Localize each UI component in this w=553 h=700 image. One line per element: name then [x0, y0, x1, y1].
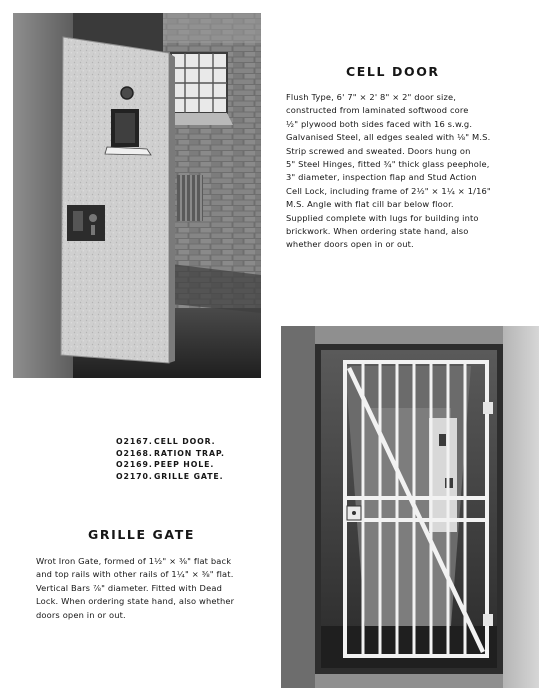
catalogue-label: CELL DOOR.: [154, 437, 216, 446]
grille-gate-description: [36, 555, 276, 622]
cell-door-line: 5" Steel Hinges, fitted ¾" thick glass peephole,: [286, 159, 490, 170]
cell-door-line: brickwork. When ordering state hand, also: [286, 226, 469, 237]
cell-door-line: Strip screwed and sweated. Doors hung on: [286, 145, 471, 156]
catalogue-label: PEEP HOLE.: [154, 460, 215, 470]
cell-door-leaf: [61, 37, 175, 363]
cell-door-line: constructed from laminated softwood core: [286, 105, 469, 116]
grille-gate-line: Vertical Bars ⅞" diameter. Fitted with Dead: [36, 582, 222, 593]
catalogue-code: O2169.: [116, 460, 153, 470]
catalogue-item: [116, 471, 225, 483]
peephole: [121, 87, 133, 99]
catalogue-list: [116, 436, 225, 482]
grille-gate-line: doors open in or out.: [36, 609, 126, 620]
cell-door-line: Flush Type, 6' 7" × 2' 8" × 2" door size,: [286, 92, 456, 102]
grille-gate-line: Wrot Iron Gate, formed of 1½" × ⅜" flat back: [36, 556, 232, 566]
cell-lock: [67, 205, 105, 241]
cell-door-line: Supplied complete with lugs for building into: [286, 212, 479, 223]
cell-door-description: [286, 91, 536, 252]
catalogue-item: [116, 448, 225, 460]
catalogue-code: O2167.: [116, 437, 153, 446]
catalogue-item: [116, 459, 225, 471]
hinge: [483, 614, 493, 626]
radiator: [177, 175, 203, 221]
cell-door-line: M.S. Angle with flat cill bar below floor.: [286, 199, 454, 210]
catalogue-label: RATION TRAP.: [154, 448, 225, 458]
cell-door-line: 3" diameter, inspection flap and Stud Action: [286, 172, 477, 183]
grille-gate-photo: [281, 326, 539, 688]
grille-gate-line: and top rails with other rails of 1¼" × ⅜" flat.: [36, 569, 234, 580]
cell-door-title: CELL DOOR: [346, 64, 440, 79]
cell-door-line: whether doors open in or out.: [286, 239, 414, 250]
grille-gate-line: Lock. When ordering state hand, also whether: [36, 596, 235, 607]
cell-door-line: Galvanised Steel, all edges sealed with ⅛" M.S.: [286, 132, 491, 143]
grille-gate-title: GRILLE GATE: [88, 527, 195, 542]
catalogue-code: O2168.: [116, 448, 153, 458]
cell-door-photo: [13, 13, 261, 378]
cell-door-line: Cell Lock, including frame of 2½" × 1¼ × 1/16": [286, 185, 491, 196]
window: [165, 53, 233, 125]
cell-door-line: ½" plywood both sides faced with 16 s.w.g.: [286, 118, 473, 129]
catalogue-label: GRILLE GATE.: [154, 471, 224, 481]
hinge: [483, 402, 493, 414]
catalogue-item: [116, 436, 225, 448]
catalogue-code: O2170.: [116, 471, 153, 481]
